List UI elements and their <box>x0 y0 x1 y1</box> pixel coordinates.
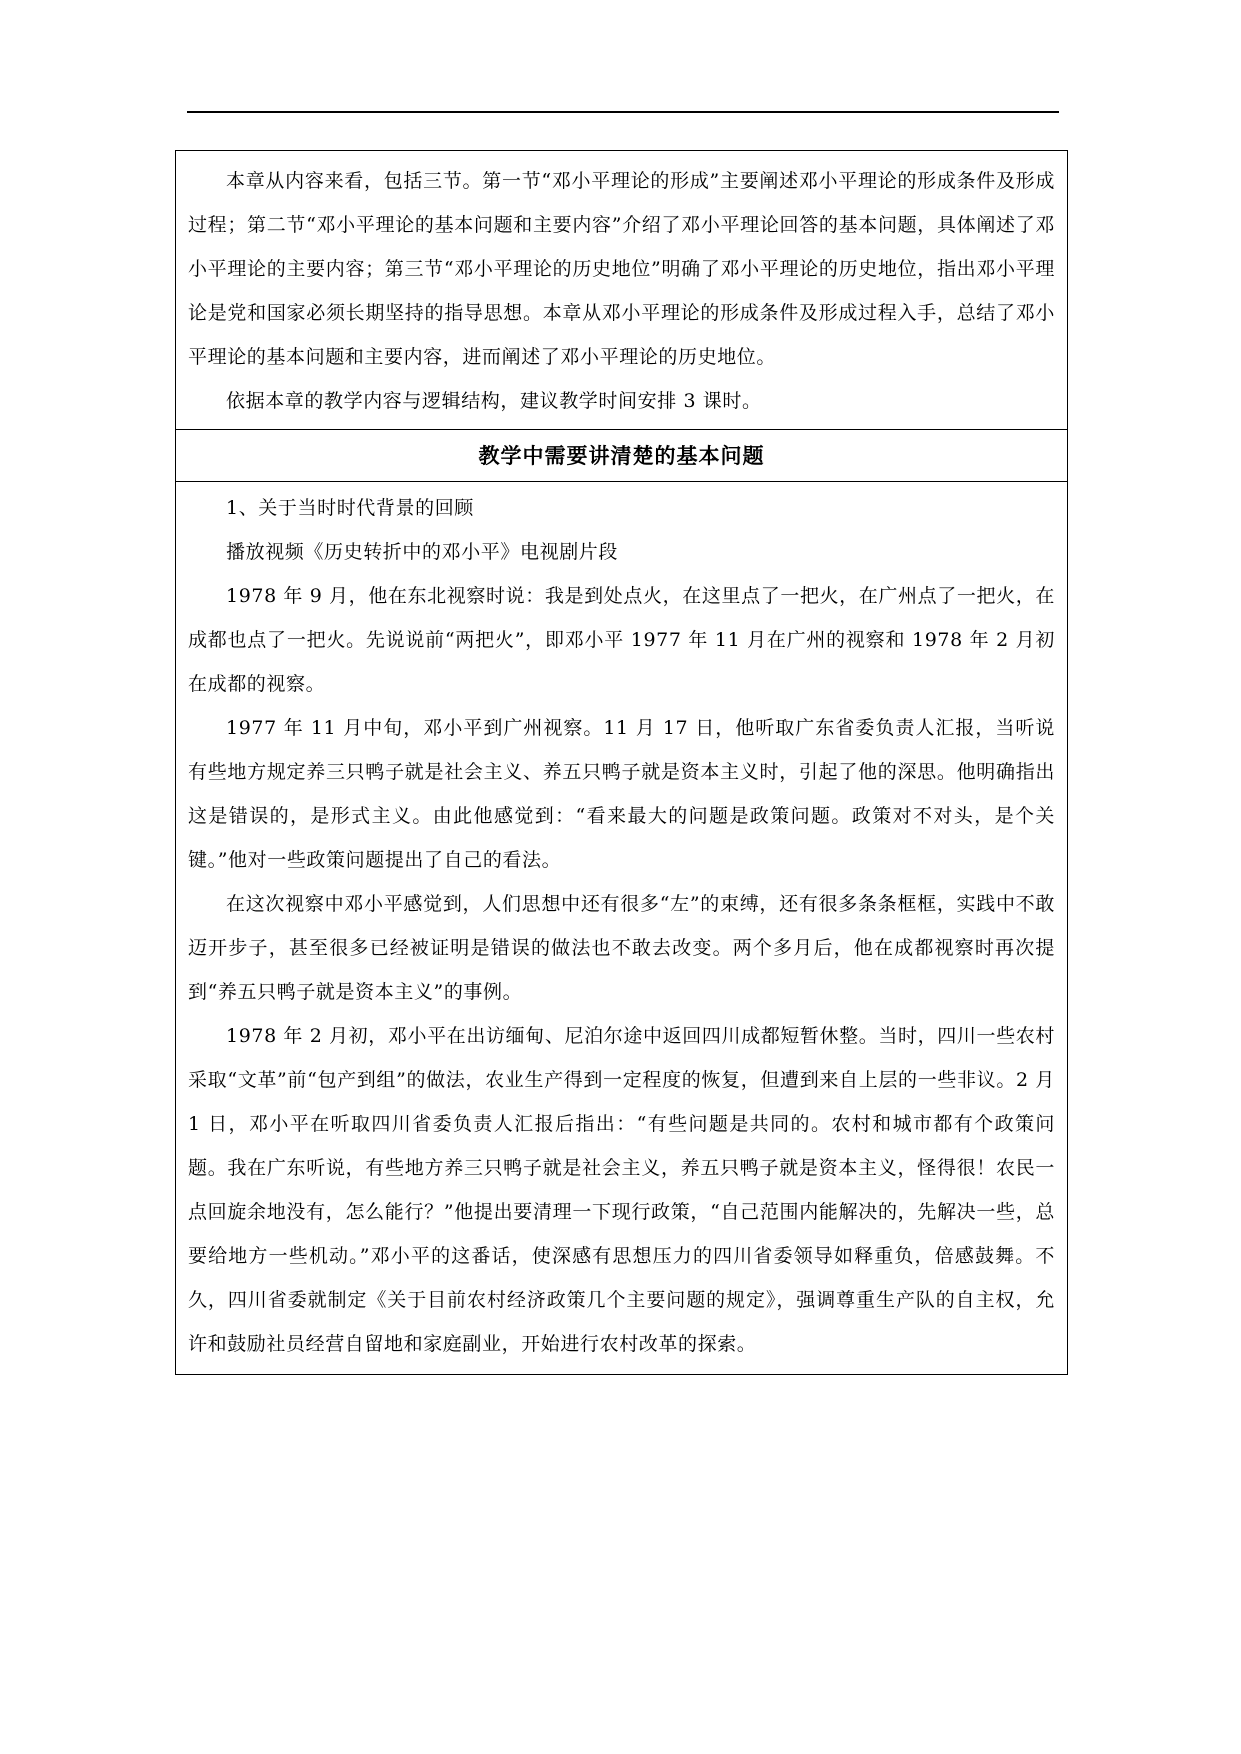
body-paragraph-2: 播放视频《历史转折中的邓小平》电视剧片段 <box>226 541 619 563</box>
body-paragraph-4: 1977 年 11 月中旬，邓小平到广州视察。11 月 17 日，他听取广东省委负责人汇报，当听说有些地方规定养三只鸭子就是社会主义、养五只鸭子就是资本主义时，引起了他的深思。他明确指出这是错误的，是形式主义。由此他感觉到：“看来最大的问题是政策问题。政策对不对头，是个关键。”他对一些政策问题提出了自己的看法。 <box>188 717 1055 871</box>
header-rule <box>187 111 1059 113</box>
body-cell <box>176 481 1067 1374</box>
body-paragraph-3: 1978 年 9 月，他在东北视察时说：我是到处点火，在这里点了一把火，在广州点了一把火，在成都也点了一把火。先说说前“两把火”，即邓小平 1977 年 11 月在广州的视察和 1978 年 2 月初在成都的视察。 <box>188 585 1055 695</box>
content-table <box>175 150 1068 1375</box>
body-paragraph-1: 1、关于当时时代背景的回顾 <box>226 497 474 519</box>
section-heading: 教学中需要讲清楚的基本问题 <box>176 429 1067 481</box>
intro-cell <box>176 151 1067 429</box>
intro-paragraph-1: 本章从内容来看，包括三节。第一节“邓小平理论的形成”主要阐述邓小平理论的形成条件及形成过程；第二节“邓小平理论的基本问题和主要内容”介绍了邓小平理论回答的基本问题，具体阐述了邓小平理论的主要内容；第三节“邓小平理论的历史地位”明确了邓小平理论的历史地位，指出邓小平理论是党和国家必须长期坚持的指导思想。本章从邓小平理论的形成条件及形成过程入手，总结了邓小平理论的基本问题和主要内容，进而阐述了邓小平理论的历史地位。 <box>188 170 1055 368</box>
body-paragraph-6: 1978 年 2 月初，邓小平在出访缅甸、尼泊尔途中返回四川成都短暂休整。当时，四川一些农村采取“文革”前“包产到组”的做法，农业生产得到一定程度的恢复，但遭到来自上层的一些非议。2 月 1 日，邓小平在听取四川省委负责人汇报后指出：“有些问题是共同的。农村和城市都有个政策问题。我在广东听说，有些地方养三只鸭子就是社会主义，养五只鸭子就是资本主义，怪得很！农民一点回旋余地没有，怎么能行？”他提出要清理一下现行政策，“自己范围内能解决的，先解决一些，总要给地方一些机动。”邓小平的这番话，使深感有思想压力的四川省委领导如释重负，倍感鼓舞。不久，四川省委就制定《关于目前农村经济政策几个主要问题的规定》，强调尊重生产队的自主权，允许和鼓励社员经营自留地和家庭副业，开始进行农村改革的探索。 <box>188 1025 1055 1355</box>
body-paragraph-5: 在这次视察中邓小平感觉到，人们思想中还有很多“左”的束缚，还有很多条条框框，实践中不敢迈开步子，甚至很多已经被证明是错误的做法也不敢去改变。两个多月后，他在成都视察时再次提到“养五只鸭子就是资本主义”的事例。 <box>188 893 1055 1003</box>
intro-paragraph-2: 依据本章的教学内容与逻辑结构，建议教学时间安排 3 课时。 <box>226 390 762 412</box>
